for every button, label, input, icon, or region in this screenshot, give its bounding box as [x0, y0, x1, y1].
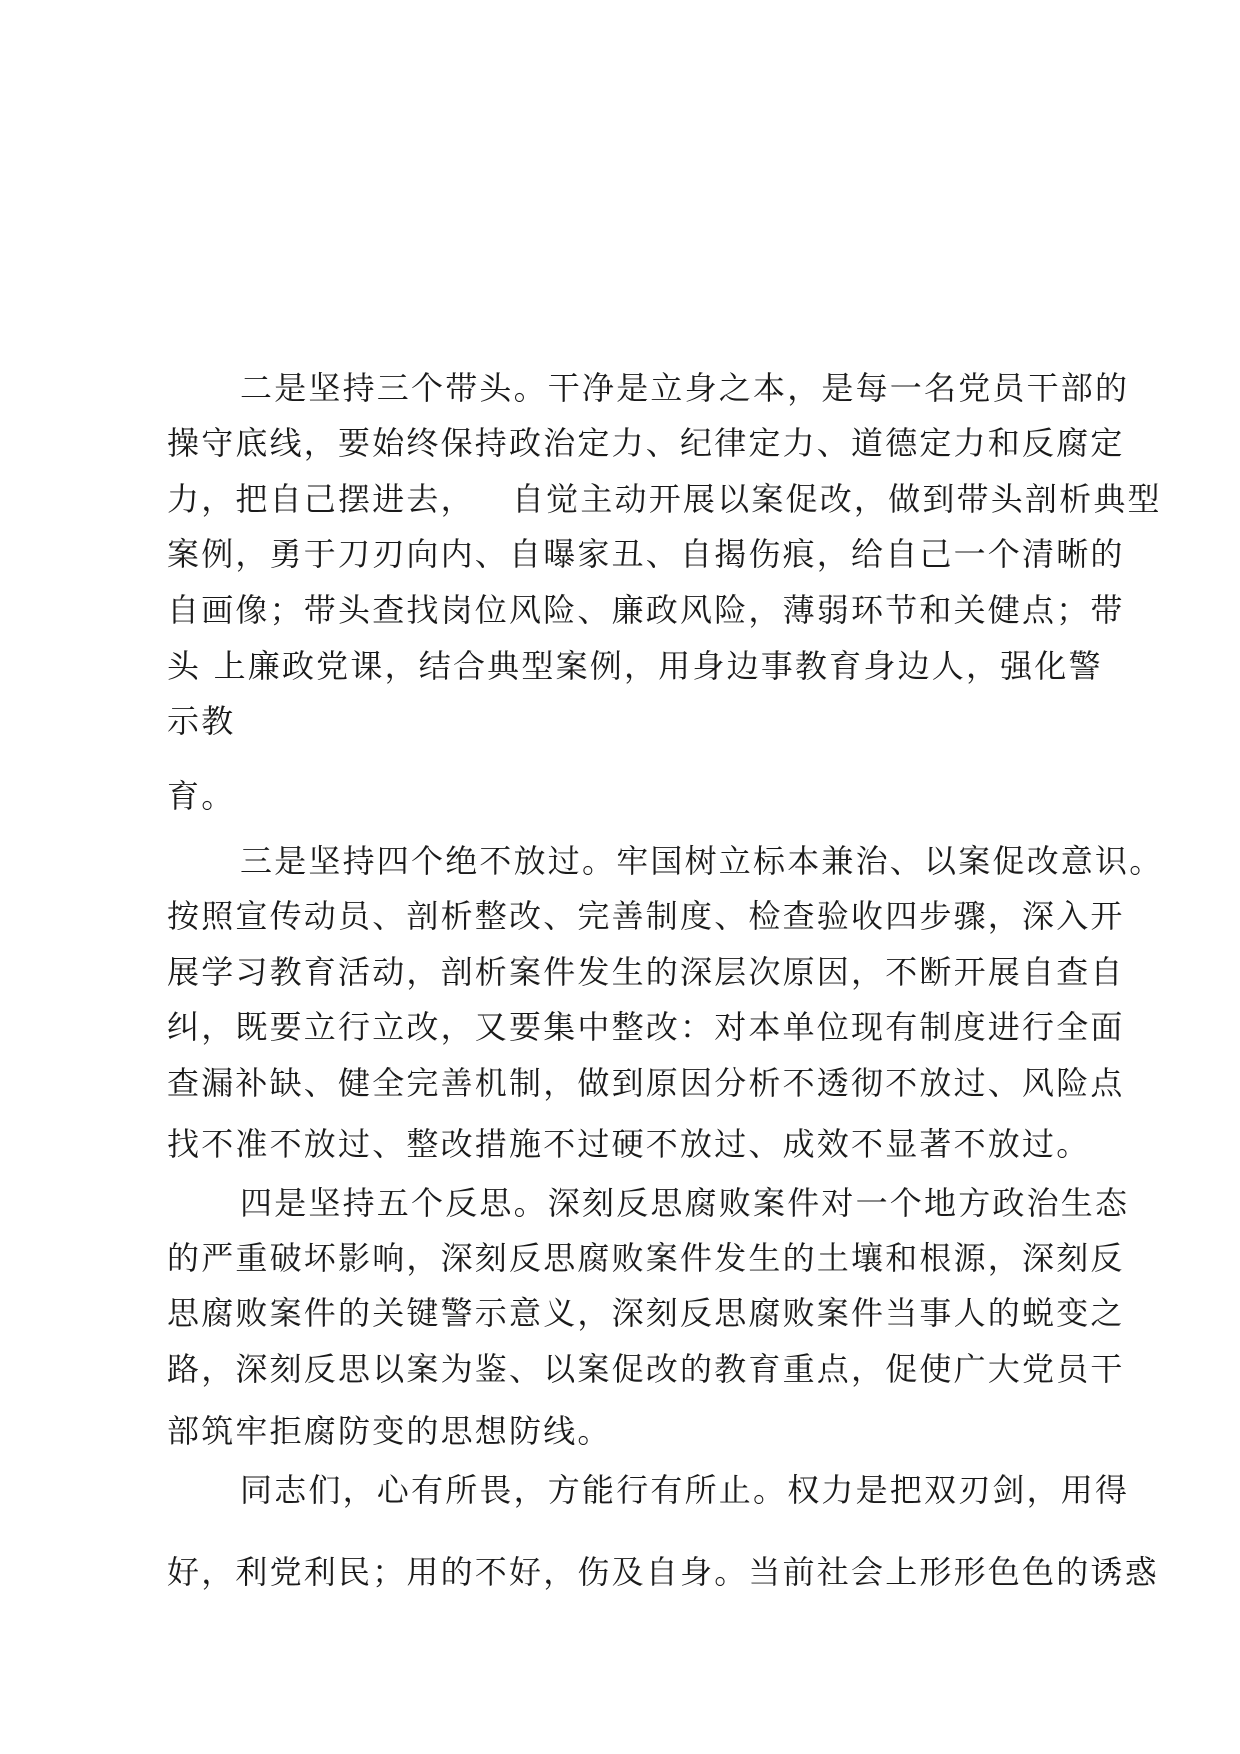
text-line: 的严重破坏影响，深刻反思腐败案件发生的土壤和根源，深刻反 — [167, 1239, 1125, 1277]
text-line: 思腐败案件的关键警示意义，深刻反思腐败案件当事人的蜕变之 — [167, 1294, 1125, 1332]
text-line: 查漏补缺、健全完善机制，做到原因分析不透彻不放过、风险点 — [167, 1064, 1125, 1102]
text-line: 三是坚持四个绝不放过。牢国树立标本兼治、以案促改意识。 — [240, 842, 1164, 880]
text-line: 部筑牢拒腐防变的思想防线。 — [167, 1412, 612, 1450]
text-line: 展学习教育活动，剖析案件发生的深层次原因，不断开展自查自 — [167, 953, 1125, 991]
text-line: 头 上廉政党课，结合典型案例，用身边事教育身边人，强化警 — [167, 647, 1103, 685]
text-line: 力，把自己摆进去， 自觉主动开展以案促改，做到带头剖析典型 — [167, 480, 1162, 518]
text-line: 路，深刻反思以案为鉴、以案促改的教育重点，促使广大党员干 — [167, 1350, 1125, 1388]
text-line: 示教 — [167, 702, 236, 740]
text-line: 按照宣传动员、剖析整改、完善制度、检查验收四步骤，深入开 — [167, 897, 1125, 935]
text-line: 自画像；带头查找岗位风险、廉政风险，薄弱环节和关健点；带 — [167, 591, 1125, 629]
text-line: 二是坚持三个带头。干净是立身之本，是每一名党员干部的 — [240, 369, 1130, 407]
text-line: 操守底线，要始终保持政治定力、纪律定力、道德定力和反腐定 — [167, 424, 1125, 462]
text-line: 纠，既要立行立改，又要集中整改：对本单位现有制度进行全面 — [167, 1008, 1125, 1046]
text-line: 案例，勇于刀刃向内、自曝家丑、自揭伤痕，给自己一个清晰的 — [167, 535, 1125, 573]
text-line: 四是坚持五个反思。深刻反思腐败案件对一个地方政治生态 — [240, 1184, 1130, 1222]
text-line: 找不准不放过、整改措施不过硬不放过、成效不显著不放过。 — [167, 1125, 1091, 1163]
text-line: 好，利党利民；用的不好，伤及自身。当前社会上形形色色的诱惑 — [167, 1553, 1159, 1591]
text-line: 育。 — [167, 777, 236, 815]
text-line: 同志们，心有所畏，方能行有所止。权力是把双刃剑，用得 — [240, 1471, 1130, 1509]
